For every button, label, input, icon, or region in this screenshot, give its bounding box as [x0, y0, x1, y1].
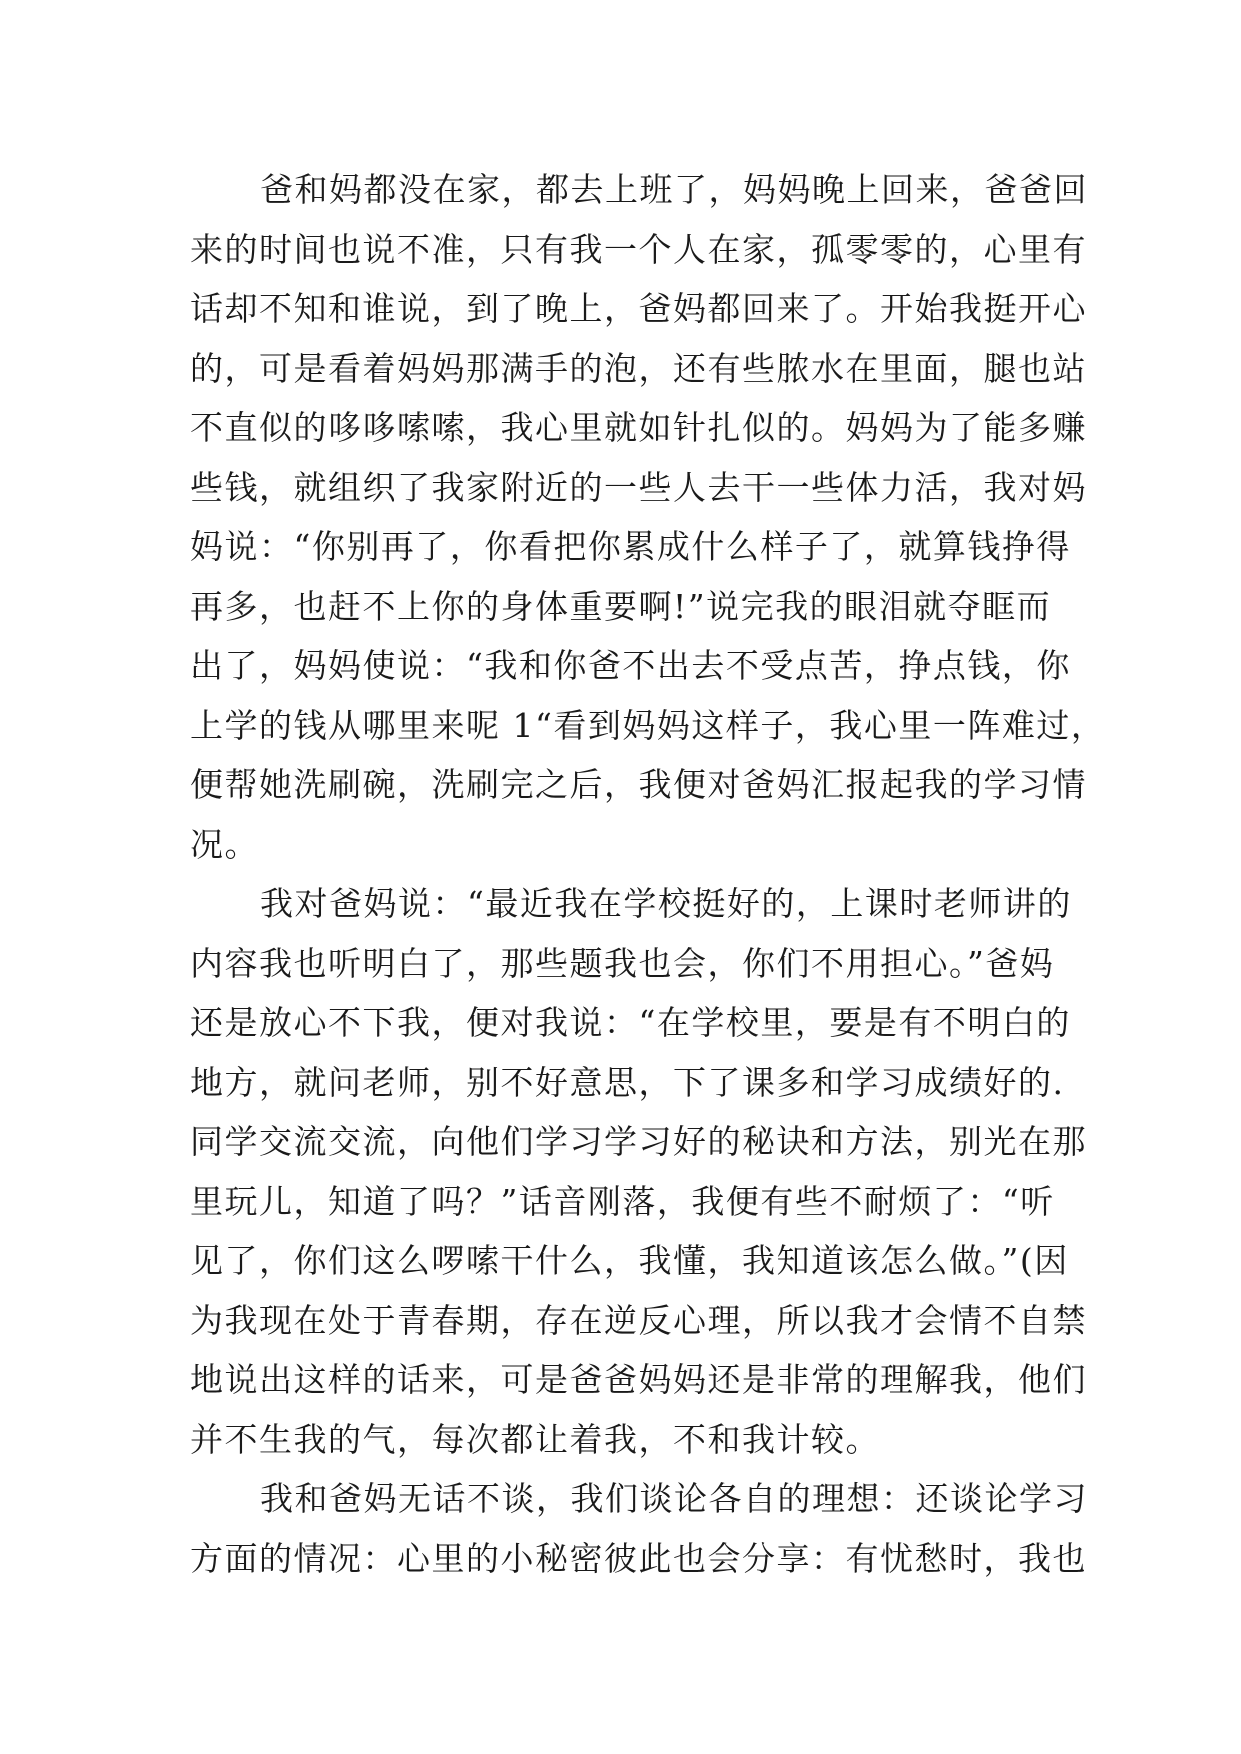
text-line: 的，可是看着妈妈那满手的泡，还有些脓水在里面，腿也站 [190, 348, 1087, 388]
paragraph-first-line: 我和爸妈无话不谈，我们谈论各自的理想：还谈论学习 [260, 1479, 1088, 1518]
text-line: 些钱，就组织了我家附近的一些人去干一些体力活，我对妈 [190, 467, 1087, 507]
text-line: 不直似的哆哆嗦嗦，我心里就如针扎似的。妈妈为了能多赚 [190, 408, 1087, 447]
text-line: 并不生我的气，每次都让着我，不和我计较。 [190, 1419, 880, 1459]
text-line: 来的时间也说不准，只有我一个人在家，孤零零的，心里有 [190, 229, 1087, 269]
document-body [190, 160, 1106, 1588]
text-line: 上学的钱从哪里来呢 1“看到妈妈这样子，我心里一阵难过， [190, 705, 1106, 745]
text-line: 见了，你们这么啰嗦干什么，我懂，我知道该怎么做。”(因 [190, 1241, 1069, 1280]
text-line: 内容我也听明白了，那些题我也会，你们不用担心。”爸妈 [190, 943, 1055, 983]
text-line: 再多，也赶不上你的身体重要啊!”说完我的眼泪就夺眶而 [190, 586, 1052, 626]
text-line: 还是放心不下我，便对我说：“在学校里，要是有不明白的 [190, 1003, 1071, 1042]
text-line: 为我现在处于青春期，存在逆反心理，所以我才会情不自禁 [190, 1300, 1087, 1340]
text-line: 出了，妈妈使说：“我和你爸不出去不受点苦，挣点钱，你 [190, 646, 1071, 685]
text-line: 地说出这样的话来，可是爸爸妈妈还是非常的理解我，他们 [190, 1360, 1087, 1399]
paragraph-first-line: 爸和妈都没在家，都去上班了，妈妈晚上回来，爸爸回 [260, 170, 1088, 209]
text-line: 里玩儿，知道了吗？”话音刚落，我便有些不耐烦了：“听 [190, 1181, 1055, 1221]
text-line: 便帮她洗刷碗，洗刷完之后，我便对爸妈汇报起我的学习情 [190, 765, 1087, 804]
text-line: 话却不知和谁说，到了晚上，爸妈都回来了。开始我挺开心 [190, 289, 1087, 328]
text-line: 况。 [190, 824, 259, 864]
text-line: 妈说：“你别再了，你看把你累成什么样子了，就算钱挣得 [190, 527, 1071, 566]
text-line: 地方，就问老师，别不好意思，下了课多和学习成绩好的. [190, 1062, 1065, 1102]
text-line: 方面的情况：心里的小秘密彼此也会分享：有忧愁时，我也 [190, 1538, 1087, 1578]
text-line: 同学交流交流，向他们学习学习好的秘诀和方法，别光在那 [190, 1122, 1087, 1161]
paragraph-first-line: 我对爸妈说：“最近我在学校挺好的，上课时老师讲的 [260, 884, 1072, 923]
